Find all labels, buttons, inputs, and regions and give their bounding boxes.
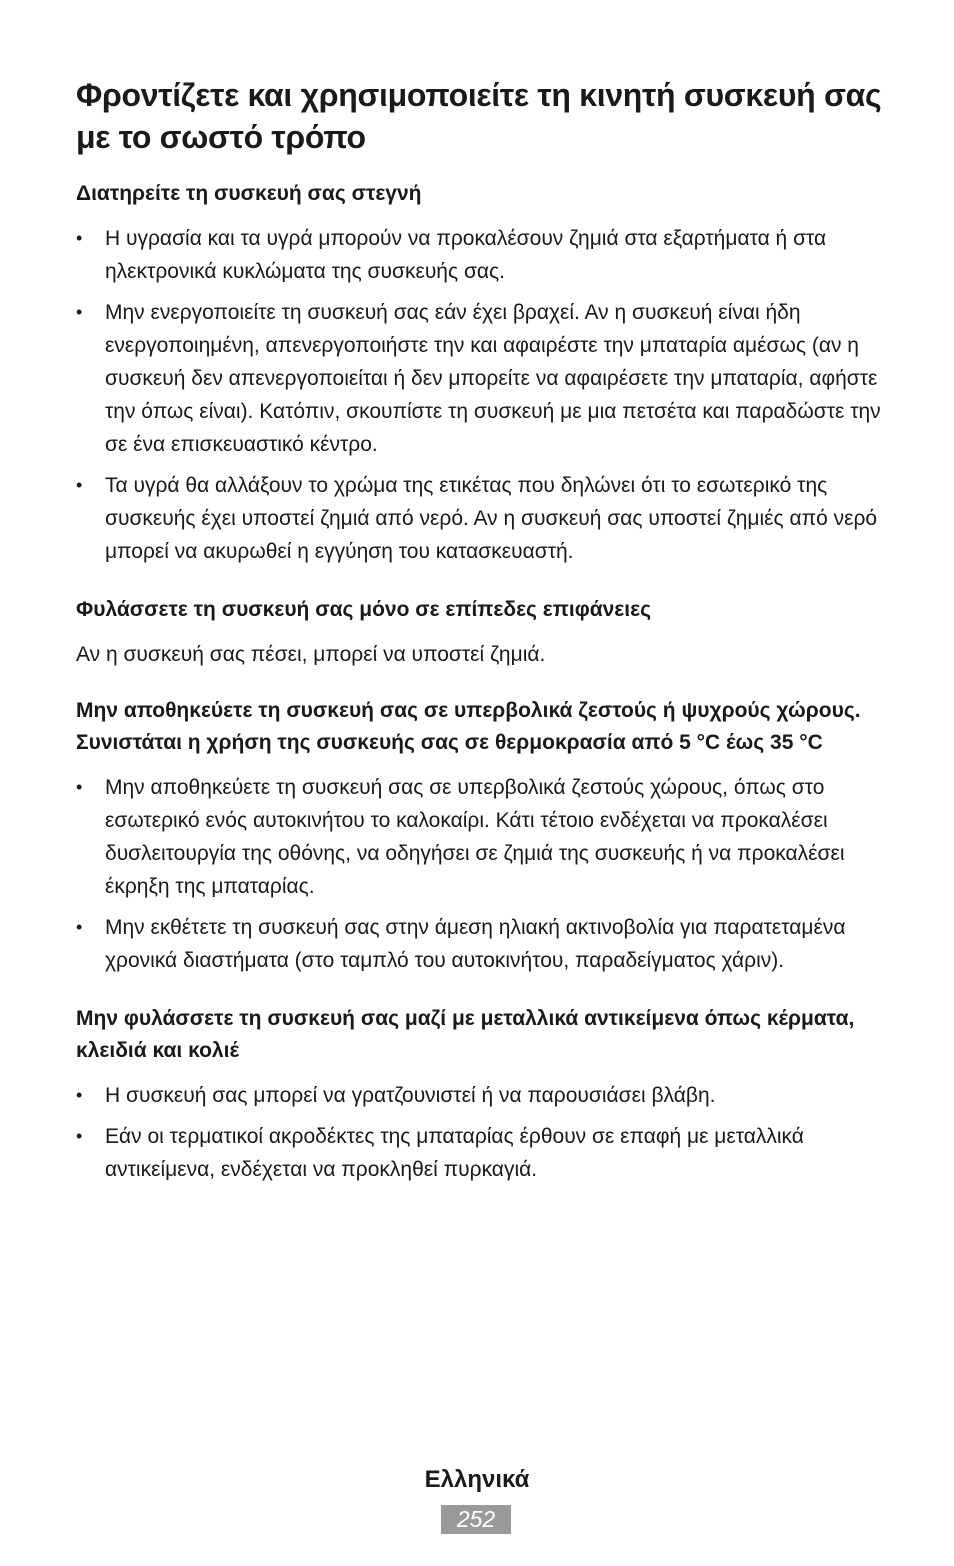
- bullet-icon: •: [76, 228, 83, 248]
- section-heading: Μην φυλάσσετε τη συσκευή σας μαζί με μεταλλικά αντικείμενα όπως κέρματα, κλειδιά και κολιέ: [76, 1007, 855, 1062]
- bullet-list: [76, 1079, 888, 1186]
- footer-language: Ελληνικά: [424, 1466, 530, 1493]
- bullet-list: [76, 222, 888, 568]
- bullet-icon: •: [76, 777, 83, 797]
- bullet-icon: •: [76, 475, 83, 495]
- list-item: [76, 296, 888, 461]
- section-heading: Διατηρείτε τη συσκευή σας στεγνή: [76, 182, 422, 205]
- bullet-icon: •: [76, 1126, 83, 1146]
- section-heading: Φυλάσσετε τη συσκευή σας μόνο σε επίπεδες επιφάνειες: [76, 598, 651, 621]
- section-metal-objects: [76, 1003, 888, 1186]
- list-item: [76, 469, 888, 568]
- section-text: Αν η συσκευή σας πέσει, μπορεί να υποστεί ζημιά.: [76, 643, 546, 666]
- list-item-text: Μην ενεργοποιείτε τη συσκευή σας εάν έχει βραχεί. Αν η συσκευή είναι ήδη ενεργοποιημένη, απενεργοποιήστε την και αφαιρέστε την μπαταρία αμέσως (αν η συσκευή δεν απενεργοποιείται ή δεν μπορείτε να αφαιρέσετε την μπαταρία, αφήστε την όπως είναι). Κατόπιν, σκουπίστε τη συσκευή με μια πετσέτα και παραδώστε την σε ένα επισκευαστικό κέντρο.: [105, 301, 881, 456]
- list-item-text: Εάν οι τερματικοί ακροδέκτες της μπαταρίας έρθουν σε επαφή με μεταλλικά αντικείμενα, ενδέχεται να προκληθεί πυρκαγιά.: [105, 1125, 804, 1181]
- page-content: [76, 74, 888, 1212]
- list-item-text: Η συσκευή σας μπορεί να γρατζουνιστεί ή να παρουσιάσει βλάβη.: [105, 1084, 716, 1107]
- list-item: [76, 1079, 888, 1112]
- bullet-icon: •: [76, 1085, 83, 1105]
- list-item-text: Μην εκθέτετε τη συσκευή σας στην άμεση ηλιακή ακτινοβολία για παρατεταμένα χρονικά διαστήματα (στο ταμπλό του αυτοκινήτου, παραδείγματος χάριν).: [105, 916, 846, 972]
- list-item: [76, 1120, 888, 1186]
- list-item-text: Μην αποθηκεύετε τη συσκευή σας σε υπερβολικά ζεστούς χώρους, όπως στο εσωτερικό ενός αυτοκινήτου το καλοκαίρι. Κάτι τέτοιο ενδέχεται να προκαλέσει δυσλειτουργία της οθόνης, να οδηγήσει σε ζημιά της συσκευής ή να προκαλέσει έκρηξη της μπαταρίας.: [105, 776, 845, 898]
- page-number: 252: [441, 1505, 511, 1534]
- list-item: [76, 911, 888, 977]
- list-item-text: Η υγρασία και τα υγρά μπορούν να προκαλέσουν ζημιά στα εξαρτήματα ή στα ηλεκτρονικά κυκλώματα της συσκευής σας.: [105, 227, 827, 283]
- bullet-icon: •: [76, 302, 83, 322]
- section-flat-surfaces: [76, 594, 888, 671]
- bullet-icon: •: [76, 917, 83, 937]
- list-item: [76, 222, 888, 288]
- section-keep-dry: [76, 178, 888, 568]
- section-temperature: [76, 695, 888, 977]
- section-heading: Μην αποθηκεύετε τη συσκευή σας σε υπερβολικά ζεστούς ή ψυχρούς χώρους. Συνιστάται η χρήση της συσκευής σας σε θερμοκρασία από 5 °C έως 35 °C: [76, 699, 861, 754]
- list-item: [76, 771, 888, 903]
- bullet-list: [76, 771, 888, 977]
- list-item-text: Τα υγρά θα αλλάξουν το χρώμα της ετικέτας που δηλώνει ότι το εσωτερικό της συσκευής έχει υποστεί ζημιά από νερό. Αν η συσκευή σας υποστεί ζημιές από νερό μπορεί να ακυρωθεί η εγγύηση του κατασκευαστή.: [105, 474, 878, 563]
- page-title: Φροντίζετε και χρησιμοποιείτε τη κινητή συσκευή σας με το σωστό τρόπο: [76, 77, 882, 155]
